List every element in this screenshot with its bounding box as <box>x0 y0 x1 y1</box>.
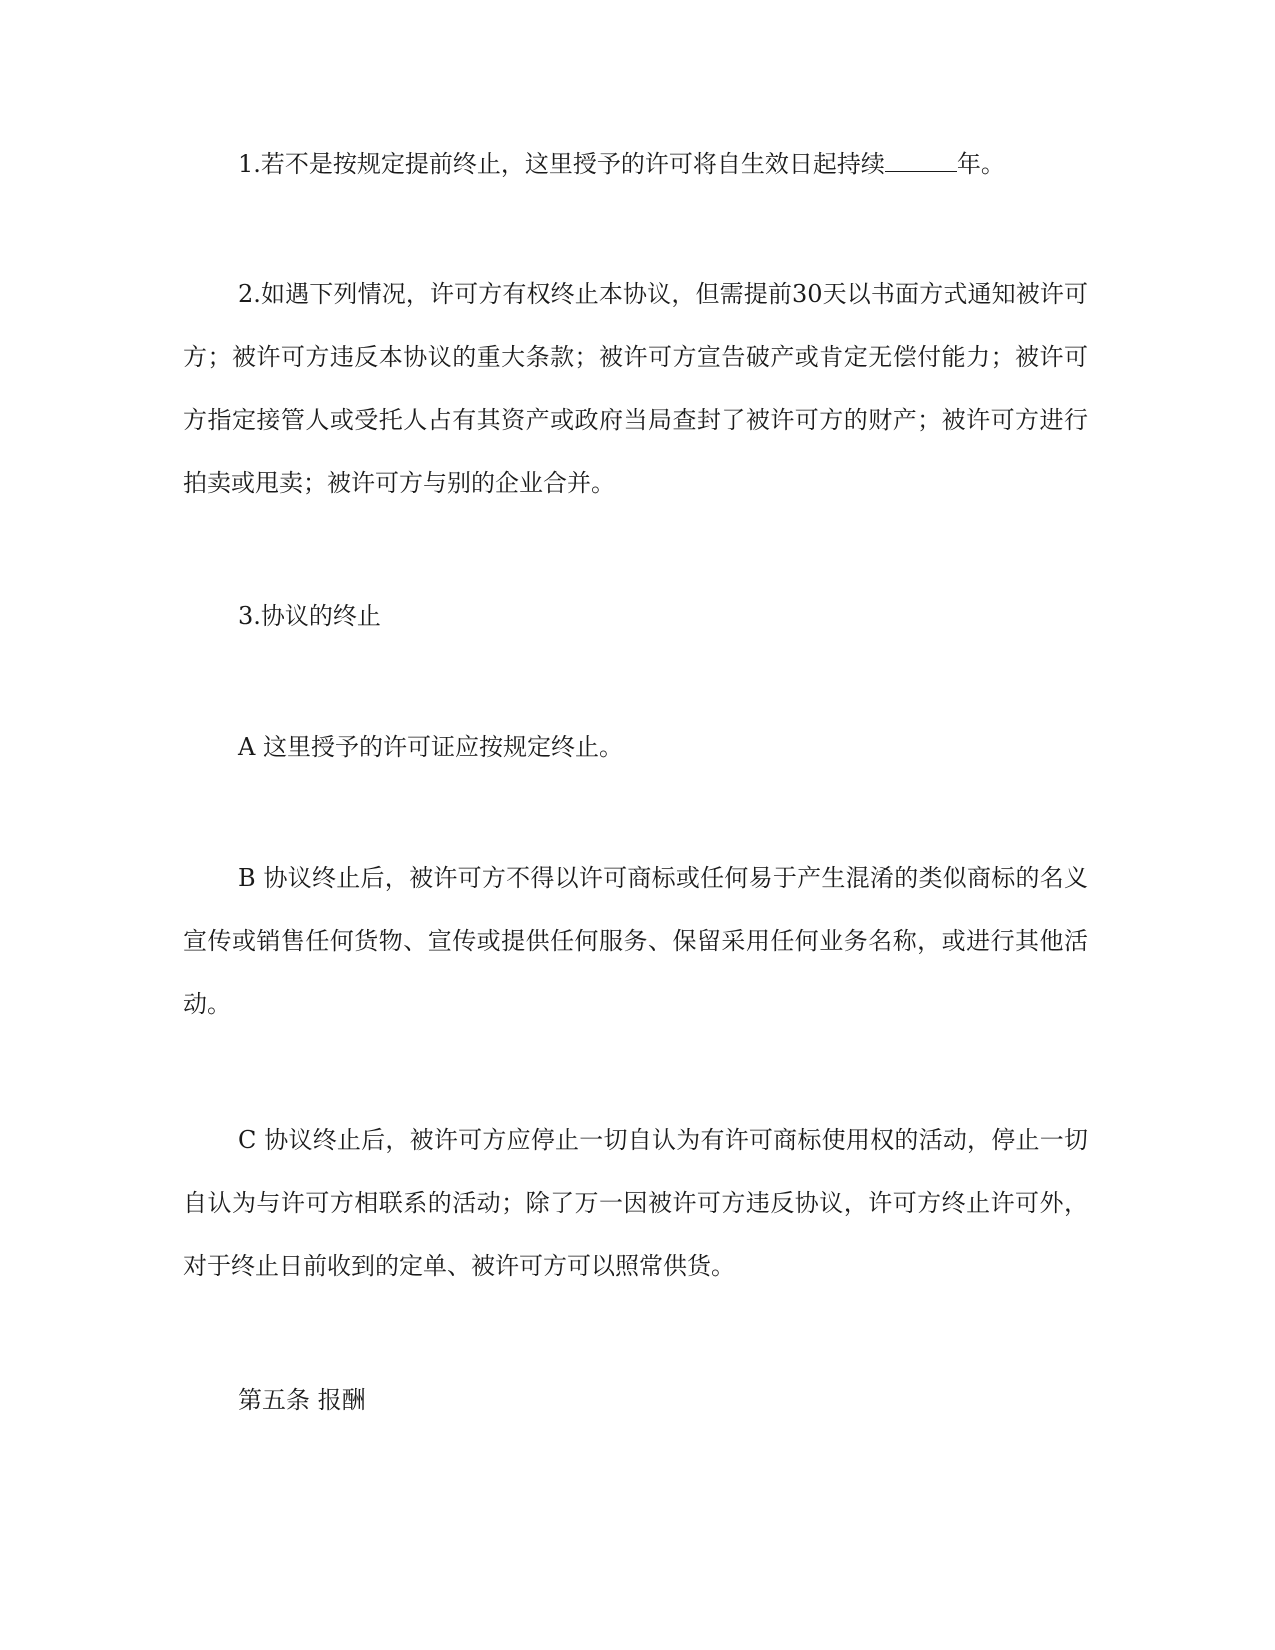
clause-2-termination-conditions: 2.如遇下列情况，许可方有权终止本协议，但需提前30天以书面方式通知被许可方；被许可方违反本协议的重大条款；被许可方宣告破产或肯定无偿付能力；被许可方指定接管人或受托人占有其资产或政府当局查封了被许可方的财产；被许可方进行拍卖或甩卖；被许可方与别的企业合并。 <box>183 280 1088 497</box>
article-5-heading: 第五条 报酬 <box>238 1386 366 1414</box>
duration-blank-field[interactable] <box>885 149 957 172</box>
clause-b: B 协议终止后，被许可方不得以许可商标或任何易于产生混淆的类似商标的名义宣传或销售任何货物、宣传或提供任何服务、保留采用任何业务名称，或进行其他活动。 <box>183 864 1088 1018</box>
clause-1-text: 1.若不是按规定提前终止，这里授予的许可将自生效日起持续 <box>238 150 885 178</box>
clause-3-heading: 3.协议的终止 <box>238 602 381 630</box>
clause-a: A 这里授予的许可证应按规定终止。 <box>238 733 623 761</box>
clause-c: C 协议终止后，被许可方应停止一切自认为有许可商标使用权的活动，停止一切自认为与许可方相联系的活动；除了万一因被许可方违反协议，许可方终止许可外，对于终止日前收到的定单、被许可方可以照常供货。 <box>183 1126 1088 1280</box>
clause-1-suffix: 年。 <box>956 150 1005 178</box>
clause-1-duration <box>183 133 1088 196</box>
